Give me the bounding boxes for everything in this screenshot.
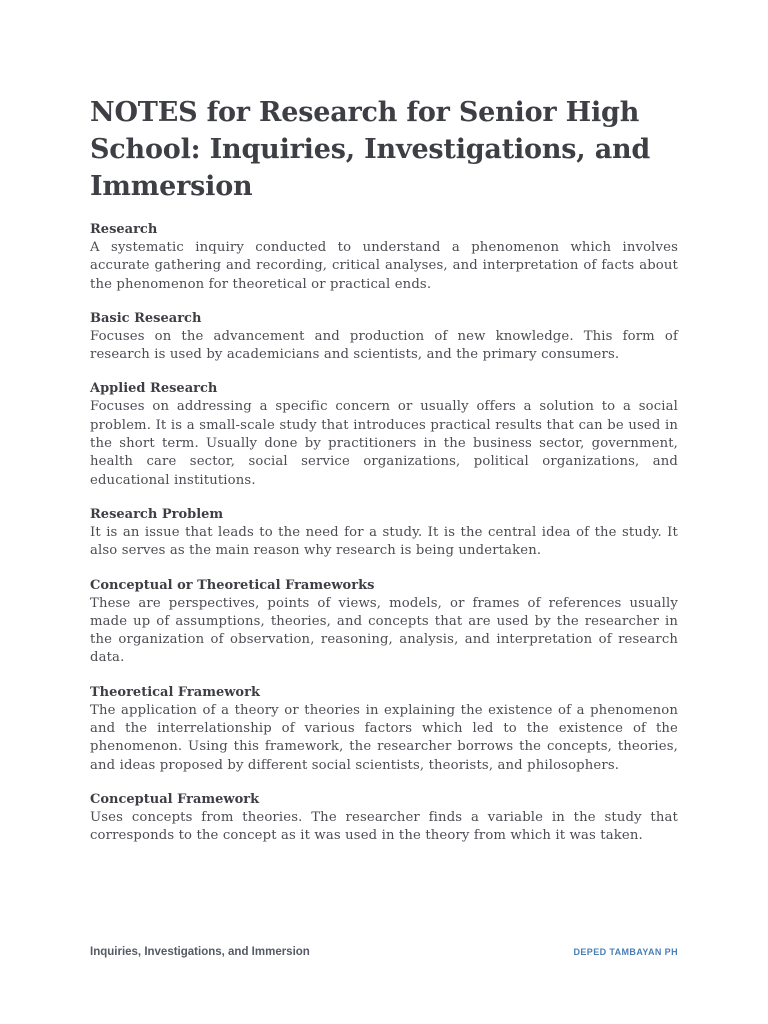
section-heading: Research — [90, 222, 158, 237]
section-heading: Applied Research — [90, 381, 218, 397]
section-conceptual-framework — [90, 791, 678, 846]
footer-brand: DEPED TAMBAYAN PH — [573, 947, 678, 957]
section-body: Focuses on addressing a specific concern or usually offers a solution to a social problem. It is a small-scale study that introduces practical results that can be used in the short term. Usually done by practitioners in the business sector, government, health care sector, social service organizations, political organizations, and educational institutions. — [90, 399, 678, 488]
section-basic-research — [90, 310, 678, 365]
section-heading: Basic Research — [90, 310, 202, 326]
section-body: The application of a theory or theories in explaining the existence of a phenomenon and the interrelationship of various factors which led to the existence of the phenomenon. Using this framework, the researcher borrows the concepts, theories, and ideas proposed by different social scientists, theorists, and philosophers. — [90, 702, 678, 773]
section-conceptual-or-theoretical-frameworks — [90, 577, 678, 668]
section-heading: Theoretical Framework — [90, 684, 260, 700]
section-heading: Research Problem — [90, 506, 224, 522]
section-research-problem — [90, 506, 678, 561]
section-body: These are perspectives, points of views, models, or frames of references usually made up of assumptions, theories, and concepts that are used by the researcher in the organization of observation, reasoning, analysis, and interpretation of research data. — [90, 595, 678, 666]
section-applied-research — [90, 380, 678, 489]
section-research — [90, 221, 678, 294]
section-body: A systematic inquiry conducted to understand a phenomenon which involves accurate gathering and recording, critical analyses, and interpretation of facts about the phenomenon for theoretical or practical ends. — [90, 240, 678, 292]
section-theoretical-framework — [90, 684, 678, 775]
section-heading: Conceptual Framework — [90, 791, 260, 807]
section-body: Uses concepts from theories. The researcher finds a variable in the study that corresponds to the concept as it was used in the theory from which it was taken. — [90, 809, 678, 844]
page-title: NOTES for Research for Senior High School: Inquiries, Investigations, and Immersion — [90, 97, 651, 202]
section-body: Focuses on the advancement and production of new knowledge. This form of research is used by academicians and scientists, and the primary consumers. — [90, 328, 678, 363]
section-body: It is an issue that leads to the need for a study. It is the central idea of the study. It also serves as the main reason why research is being undertaken. — [90, 524, 678, 559]
section-heading: Conceptual or Theoretical Frameworks — [90, 577, 375, 593]
notes-content — [90, 221, 678, 862]
footer-title: Inquiries, Investigations, and Immersion — [90, 946, 310, 958]
